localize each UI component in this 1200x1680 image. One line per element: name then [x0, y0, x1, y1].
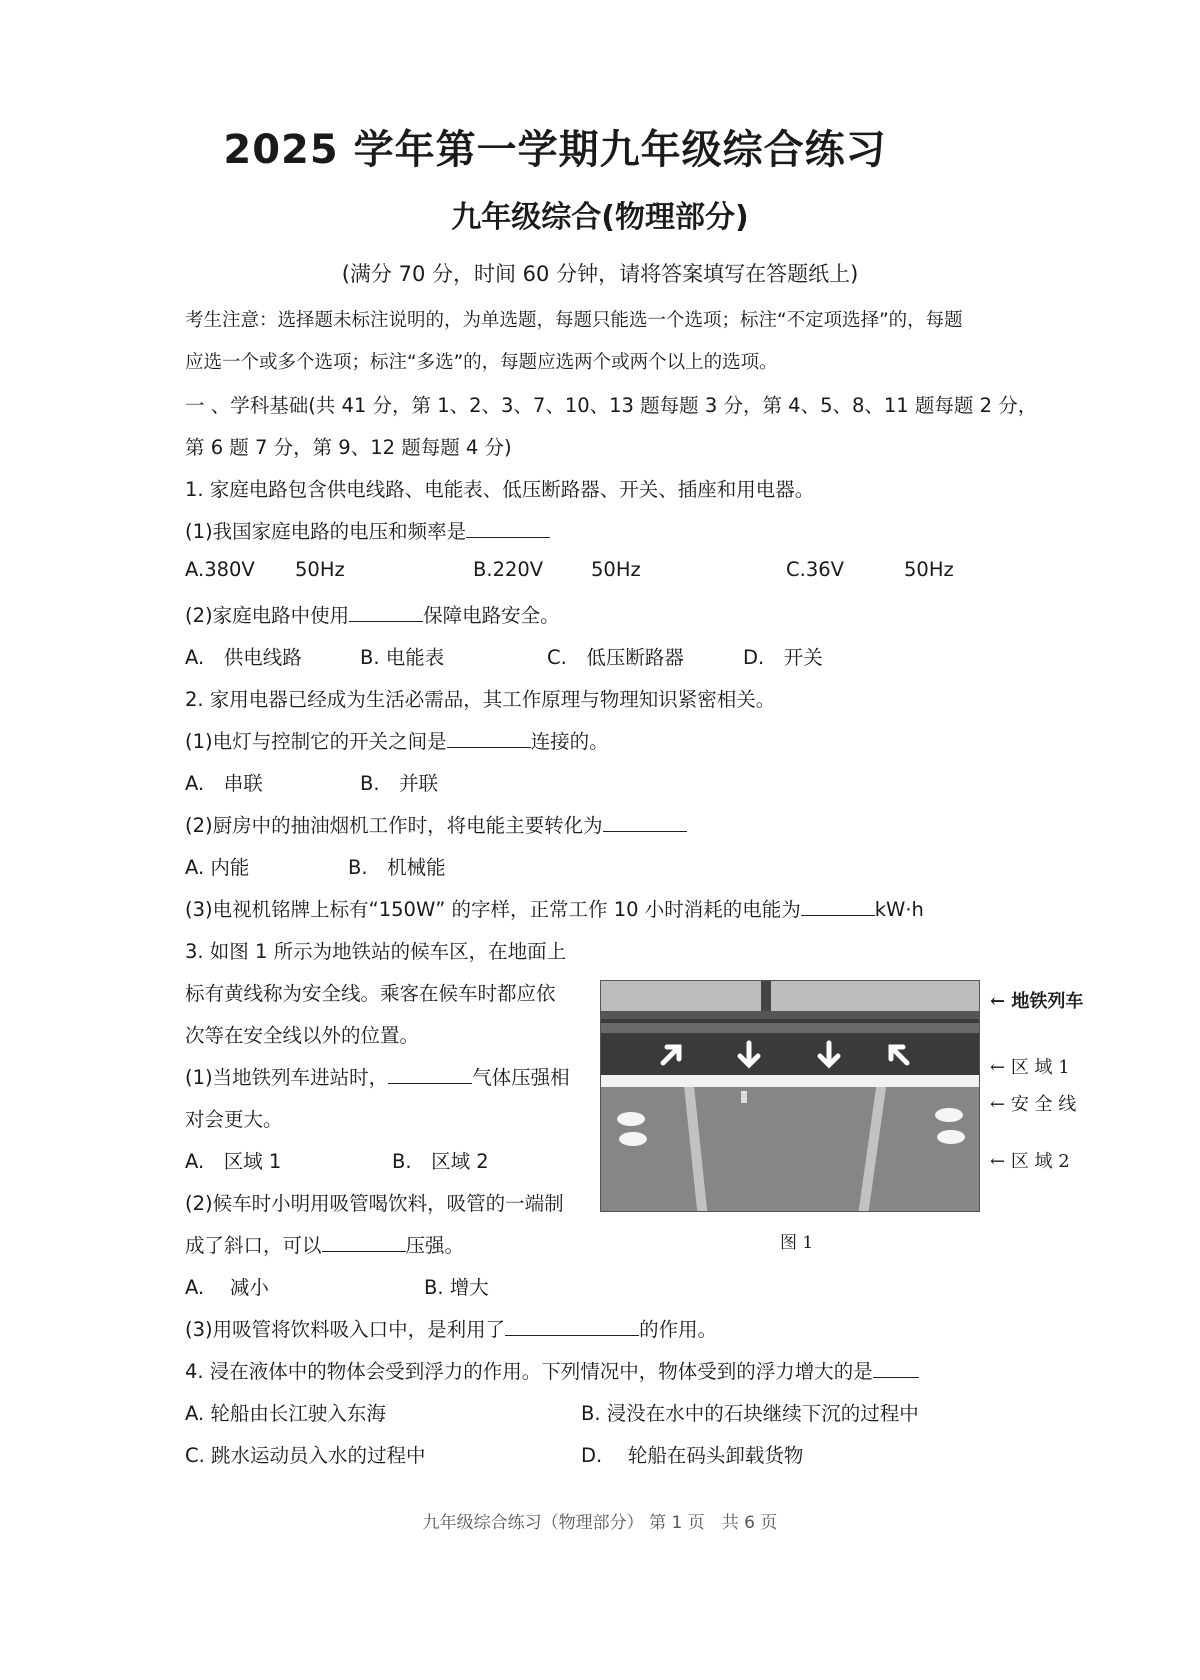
q1-stem: 1. 家庭电路包含供电线路、电能表、低压断路器、开关、插座和用电器。 — [185, 478, 815, 501]
answer-blank[interactable] — [505, 1317, 639, 1336]
exam-subtitle: 九年级综合(物理部分) — [451, 200, 749, 235]
q3-part3-text: (3)用吸管将饮料吸入口中，是利用了 — [185, 1318, 506, 1341]
q4-option-d: D. 轮船在码头卸载货物 — [581, 1444, 804, 1467]
q1-part1-option-a: A.380V — [185, 558, 255, 581]
figure-caption: 图 1 — [780, 1233, 814, 1253]
exam-note: (满分 70 分，时间 60 分钟，请将答案填写在答题纸上) — [341, 262, 859, 286]
q3-part1 — [185, 1062, 570, 1090]
q1-part1-option-c-freq: 50Hz — [904, 558, 954, 581]
answer-blank[interactable] — [603, 813, 687, 832]
q3-stem-line-2: 标有黄线称为安全线。乘客在候车时都应依 — [185, 982, 556, 1005]
q3-stem-line-1: 3. 如图 1 所示为地铁站的候车区，在地面上 — [185, 940, 567, 963]
answer-blank[interactable] — [322, 1233, 406, 1252]
q3-part1-text: (1)当地铁列车进站时， — [185, 1066, 389, 1089]
answer-blank[interactable] — [873, 1359, 919, 1378]
q4-option-b: B. 浸没在水中的石块继续下沉的过程中 — [581, 1402, 919, 1425]
q2-part1-text-end: 连接的。 — [530, 730, 609, 753]
subway-platform-illustration — [601, 981, 979, 1211]
q4-option-c: C. 跳水运动员入水的过程中 — [185, 1444, 426, 1467]
q2-part1-text: (1)电灯与控制它的开关之间是 — [185, 730, 447, 753]
instructions-line-1: 考生注意：选择题未标注说明的，为单选题，每题只能选一个选项；标注“不定项选择”的，每题 — [185, 310, 963, 331]
q3-part1-text-end: 气体压强相 — [472, 1066, 570, 1089]
q2-part2 — [185, 810, 687, 838]
q3-part1-option-b: B. 区域 2 — [392, 1150, 489, 1173]
q1-part2-text-end: 保障电路安全。 — [423, 604, 560, 627]
section-1-line-1: 一 、学科基础(共 41 分，第 1、2、3、7、10、13 题每题 3 分，第 4、5、8、11 题每题 2 分， — [185, 394, 1038, 417]
answer-blank[interactable] — [801, 897, 875, 916]
q1-part1-option-b: B.220V — [473, 558, 544, 581]
answer-blank[interactable] — [388, 1065, 472, 1084]
q1-part1-option-c: C.36V — [786, 558, 844, 581]
q3-stem-line-3: 次等在安全线以外的位置。 — [185, 1024, 420, 1047]
exam-title: 2025 学年第一学期九年级综合练习 — [223, 127, 887, 173]
figure-label-text: 地铁列车 — [1011, 991, 1084, 1012]
q3-part3-text-end: 的作用。 — [639, 1318, 718, 1341]
q2-part3 — [185, 894, 924, 922]
q3-part2-option-b: B. 增大 — [424, 1276, 489, 1299]
figure-label-zone-1 — [990, 1053, 1070, 1079]
q2-part3-text: (3)电视机铭牌上标有“150W” 的字样，正常工作 10 小时消耗的电能为 — [185, 898, 801, 921]
arrow-left-icon: ← — [990, 991, 1006, 1012]
q3-part1-option-a: A. 区域 1 — [185, 1150, 282, 1173]
figure-label-train — [990, 987, 1083, 1013]
q1-part2-option-c: C. 低压断路器 — [547, 646, 684, 669]
q4-stem-text: 4. 浸在液体中的物体会受到浮力的作用。下列情况中，物体受到的浮力增大的是 — [185, 1360, 873, 1383]
q2-stem: 2. 家用电器已经成为生活必需品，其工作原理与物理知识紧密相关。 — [185, 688, 776, 711]
q1-part1-option-a-freq: 50Hz — [295, 558, 345, 581]
q2-part2-text: (2)厨房中的抽油烟机工作时，将电能主要转化为 — [185, 814, 603, 837]
figure-label-safety-line — [990, 1090, 1076, 1116]
figure-label-zone-2 — [990, 1147, 1070, 1173]
arrow-left-icon: ← — [990, 1094, 1006, 1115]
q1-part1-option-b-freq: 50Hz — [591, 558, 641, 581]
q1-part2-option-d: D. 开关 — [743, 646, 823, 669]
figure-label-text: 安 全 线 — [1010, 1094, 1077, 1115]
q2-part3-unit: kW·h — [874, 898, 924, 921]
q3-part1-line-2: 对会更大。 — [185, 1108, 283, 1131]
q3-part2: (2)候车时小明用吸管喝饮料，吸管的一端制 — [185, 1192, 564, 1215]
answer-blank[interactable] — [466, 519, 550, 538]
q4-stem — [185, 1356, 919, 1384]
q2-part1-option-b: B. 并联 — [360, 772, 439, 795]
page-footer: 九年级综合练习（物理部分） 第 1 页 共 6 页 — [422, 1513, 778, 1533]
figure-label-text: 区 域 2 — [1010, 1151, 1070, 1172]
q2-part2-option-a: A. 内能 — [185, 856, 250, 879]
figure-1-photo — [600, 980, 980, 1212]
q3-part2-line-2 — [185, 1230, 464, 1258]
answer-blank[interactable] — [349, 603, 423, 622]
q1-part2 — [185, 600, 560, 628]
figure-label-text: 区 域 1 — [1010, 1057, 1070, 1078]
q1-part1-text: (1)我国家庭电路的电压和频率是 — [185, 520, 467, 543]
arrow-left-icon: ← — [990, 1151, 1006, 1172]
q1-part2-option-b: B. 电能表 — [360, 646, 445, 669]
q2-part1 — [185, 726, 609, 754]
q1-part1 — [185, 516, 550, 544]
q3-part2-option-a: A. 减小 — [185, 1276, 269, 1299]
arrow-left-icon: ← — [990, 1057, 1006, 1078]
q4-option-a: A. 轮船由长江驶入东海 — [185, 1402, 386, 1425]
q1-part2-text: (2)家庭电路中使用 — [185, 604, 350, 627]
q3-part3 — [185, 1314, 717, 1342]
q1-part2-option-a: A. 供电线路 — [185, 646, 302, 669]
answer-blank[interactable] — [447, 729, 531, 748]
instructions-line-2: 应选一个或多个选项；标注“多选”的，每题应选两个或两个以上的选项。 — [185, 352, 778, 373]
q3-part2-text: 成了斜口，可以 — [185, 1234, 322, 1257]
q2-part1-option-a: A. 串联 — [185, 772, 263, 795]
q2-part2-option-b: B. 机械能 — [348, 856, 446, 879]
section-1-line-2: 第 6 题 7 分，第 9、12 题每题 4 分) — [185, 436, 512, 459]
q3-part2-text-end: 压强。 — [405, 1234, 465, 1257]
